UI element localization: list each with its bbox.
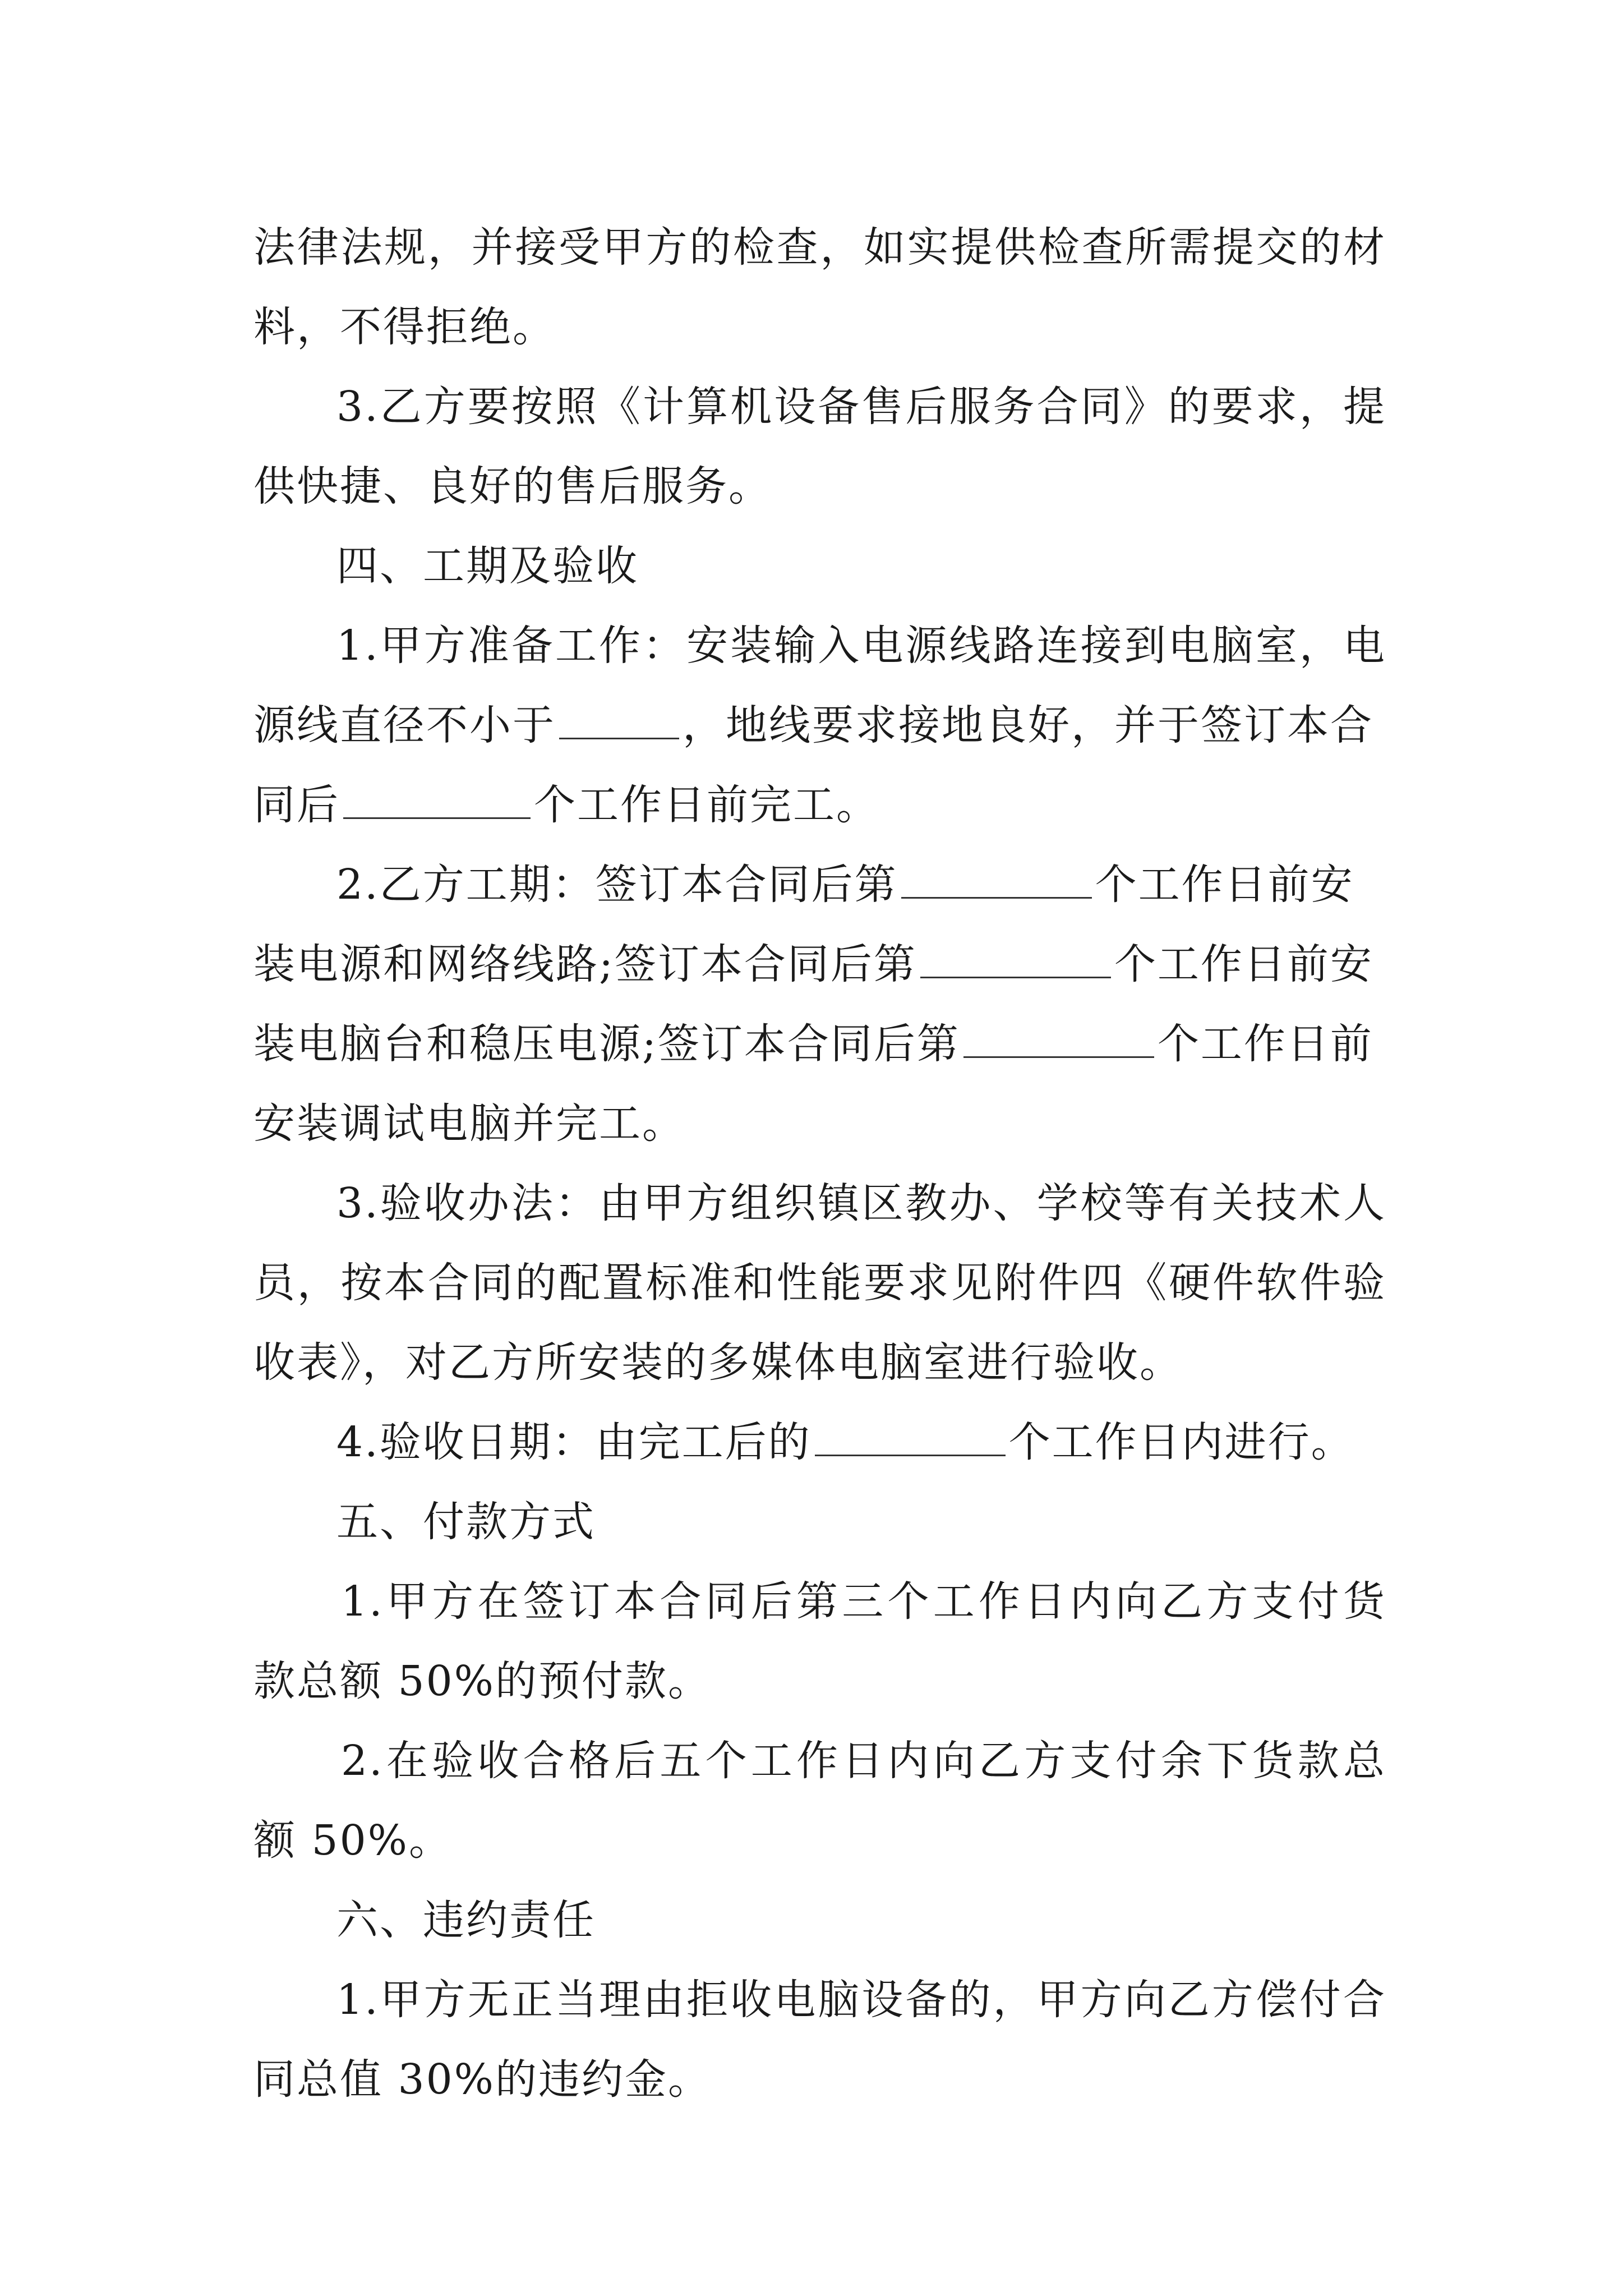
clause-3-after-sales: 3.乙方要按照《计算机设备售后服务合同》的要求，提 — [336, 383, 1386, 431]
paragraph-line: 源线直径不小于 ，地线要求接地良好，并于签订本合 — [253, 701, 1373, 749]
paragraph-line: 法律法规，并接受甲方的检查，如实提供检查所需提交的材 — [253, 223, 1386, 272]
section-heading-liability: 六、违约责任 — [336, 1896, 596, 1944]
paragraph-line: 安装调试电脑并完工。 — [253, 1099, 685, 1148]
paragraph-line: 款总额 50%的预付款。 — [253, 1657, 711, 1705]
fill-in-blank[interactable] — [901, 863, 1092, 899]
paragraph-line: 装电脑台和稳压电源;签订本合同后第 个工作日前 — [253, 1020, 1373, 1068]
paragraph-line: 收表》，对乙方所安装的多媒体电脑室进行验收。 — [253, 1338, 1183, 1387]
paragraph-line: 装电源和网络线路;签订本合同后第 个工作日前安 — [253, 940, 1373, 988]
clause-3-acceptance-method: 3.验收办法：由甲方组织镇区教办、学校等有关技术人 — [336, 1179, 1386, 1227]
paragraph-line: 额 50%。 — [253, 1816, 452, 1865]
clause-2-balance-payment: 2.在验收合格后五个工作日内向乙方支付余下货款总 — [341, 1737, 1386, 1785]
fill-in-blank[interactable] — [343, 784, 531, 819]
section-heading-payment: 五、付款方式 — [336, 1498, 596, 1546]
paragraph-line: 同后 个工作日前完工。 — [253, 781, 879, 829]
clause-1-party-a-preparation: 1.甲方准备工作：安装输入电源线路连接到电脑室，电 — [336, 622, 1386, 670]
clause-1-advance-payment: 1.甲方在签订本合同后第三个工作日内向乙方支付货 — [341, 1577, 1386, 1626]
clause-2-party-b-schedule: 2.乙方工期：签订本合同后第 个工作日前安 — [336, 861, 1354, 909]
clause-1-penalty: 1.甲方无正当理由拒收电脑设备的，甲方向乙方偿付合 — [336, 1976, 1386, 2024]
paragraph-line: 同总值 30%的违约金。 — [253, 2055, 711, 2104]
clause-4-acceptance-date: 4.验收日期：由完工后的 个工作日内进行。 — [336, 1418, 1354, 1466]
contract-text — [253, 208, 1386, 2119]
fill-in-blank[interactable] — [920, 943, 1111, 978]
paragraph-line: 料，不得拒绝。 — [253, 303, 556, 351]
paragraph-line: 员，按本合同的配置标准和性能要求见附件四《硬件软件验 — [253, 1259, 1386, 1307]
fill-in-blank[interactable] — [815, 1421, 1006, 1456]
fill-in-blank[interactable] — [963, 1023, 1154, 1058]
paragraph-line: 供快捷、良好的售后服务。 — [253, 462, 772, 510]
fill-in-blank[interactable] — [559, 704, 679, 739]
section-heading-schedule-acceptance: 四、工期及验收 — [336, 542, 639, 590]
